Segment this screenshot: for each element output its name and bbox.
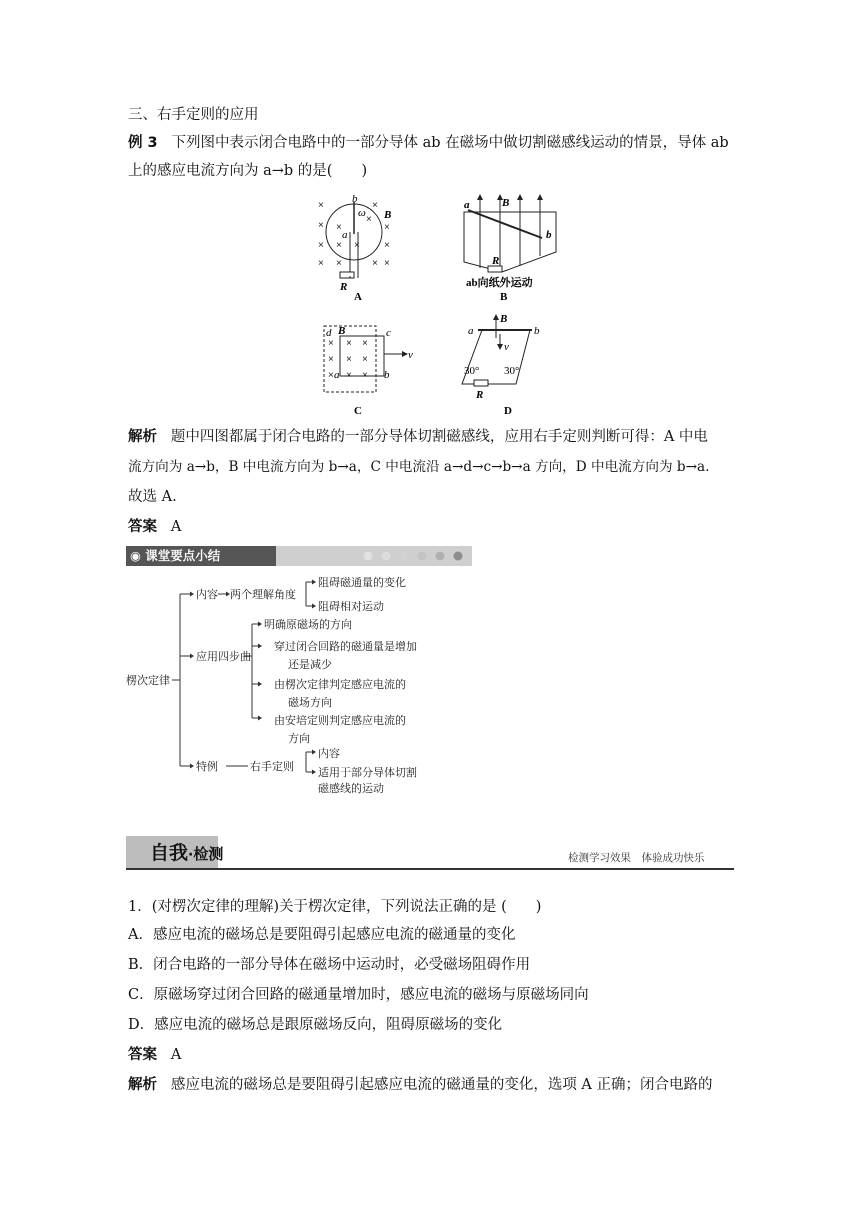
step-2b: 还是减少: [288, 658, 332, 671]
q1-answer-label: 答案: [128, 1047, 157, 1063]
analysis-line-3: 故选 A.: [128, 489, 177, 505]
caption-d: D: [504, 405, 512, 417]
option-b: B．闭合电路的一部分导体在磁场中运动时，必受磁场阻碍作用: [128, 957, 531, 973]
label-b: b: [534, 325, 540, 337]
step-2a: 穿过闭合回路的磁通量是增加: [274, 640, 417, 653]
svg-text:×: ×: [346, 338, 352, 349]
selfcheck-title-main: 自我: [150, 842, 189, 864]
q1-analysis-label: 解析: [128, 1077, 157, 1093]
analysis-label: 解析: [128, 429, 157, 445]
label-b: b: [546, 229, 552, 241]
svg-text:×: ×: [384, 258, 390, 269]
caption-note: ab向纸外运动: [466, 277, 533, 289]
branch3-leaf-3: 磁感线的运动: [318, 782, 384, 795]
svg-text:×: ×: [328, 338, 334, 349]
label-angle-left: 30°: [464, 365, 480, 377]
selfcheck-slogan: 检测学习效果 体验成功快乐: [568, 852, 705, 864]
label-omega: ω: [358, 207, 366, 219]
svg-text:×: ×: [318, 240, 324, 251]
svg-text:×: ×: [346, 370, 352, 381]
caption-c: C: [354, 405, 362, 417]
label-B: B: [338, 325, 346, 337]
answer-value: A: [170, 519, 182, 535]
figure-d: [454, 312, 564, 418]
answer-label: 答案: [128, 519, 157, 535]
selfcheck-title: [150, 840, 223, 868]
analysis-line-2: 流方向为 a→b，B 中电流方向为 b→a，C 中电流沿 a→d→c→b→a 方向，D 中电流方向为 b→a.: [128, 459, 710, 475]
branch3-leaf-2: 适用于部分导体切割: [318, 766, 417, 779]
svg-text:×: ×: [328, 370, 334, 381]
svg-text:×: ×: [372, 200, 378, 211]
example-line-1: [128, 132, 729, 154]
analysis-text-1: 题中四图都属于闭合电路的一部分导体切割磁感线，应用右手定则判断可得：A 中电: [170, 429, 708, 445]
svg-text:×: ×: [362, 370, 368, 381]
option-c: C．原磁场穿过闭合回路的磁通量增加时，感应电流的磁场与原磁场同向: [128, 987, 589, 1003]
label-c: c: [386, 327, 391, 339]
label-b: b: [384, 369, 390, 381]
selfcheck-header: [126, 836, 734, 870]
branch1-leaf-2: 阻碍相对运动: [318, 600, 384, 613]
answer-line: [128, 516, 181, 538]
selfcheck-rule: [126, 868, 734, 870]
analysis-line-1: [128, 426, 708, 448]
svg-text:×: ×: [318, 258, 324, 269]
branch2-label: 应用四步曲: [196, 650, 251, 663]
step-4a: 由安培定则判定感应电流的: [274, 714, 406, 727]
summary-banner: [126, 546, 472, 566]
section-heading: 三、右手定则的应用: [128, 107, 259, 123]
svg-text:×: ×: [384, 222, 390, 233]
svg-text:×: ×: [336, 258, 342, 269]
label-b: b: [352, 193, 358, 205]
q1-answer-line: [128, 1044, 181, 1066]
figure-c: [320, 322, 420, 418]
label-angle-right: 30°: [504, 365, 520, 377]
label-a: a: [342, 229, 348, 241]
branch3-sub: 右手定则: [250, 760, 294, 773]
summary-banner-title: ◉ 课堂要点小结: [126, 546, 276, 566]
label-R: R: [492, 255, 500, 267]
selfcheck-title-sub: 检测: [193, 845, 224, 863]
branch1-sub: 两个理解角度: [230, 588, 296, 601]
q1-analysis-text: 感应电流的磁场总是要阻碍引起感应电流的磁通量的变化，选项 A 正确；闭合电路的: [170, 1077, 713, 1093]
branch3-label: 特例: [196, 760, 218, 773]
svg-text:×: ×: [346, 354, 352, 365]
tree-root: 楞次定律: [126, 674, 170, 687]
label-a: a: [468, 325, 474, 337]
branch1-leaf-1: 阻碍磁通量的变化: [318, 576, 406, 589]
branch1-label: 内容: [196, 588, 218, 601]
figure-b: [456, 192, 566, 304]
branch3-leaf-1: 内容: [318, 747, 340, 760]
label-a: a: [334, 369, 340, 381]
svg-text:×: ×: [384, 240, 390, 251]
svg-text:×: ×: [328, 354, 334, 365]
option-d: D．感应电流的磁场总是跟原磁场反向，阻碍原磁场的变化: [128, 1017, 503, 1033]
step-3a: 由楞次定律判定感应电流的: [274, 678, 406, 691]
svg-text:×: ×: [354, 240, 360, 251]
banner-dots: [352, 550, 472, 562]
figure-a: [312, 192, 412, 302]
selfcheck-title-dot: ·: [188, 847, 194, 863]
step-4b: 方向: [288, 732, 310, 745]
question-stem: 1．(对楞次定律的理解)关于楞次定律，下列说法正确的是 ( ): [128, 899, 542, 915]
label-B: B: [502, 197, 510, 209]
step-3b: 磁场方向: [288, 696, 332, 709]
svg-text:×: ×: [318, 220, 324, 231]
caption-b: B: [500, 291, 508, 303]
label-v: v: [504, 341, 509, 353]
q1-answer-value: A: [170, 1047, 182, 1063]
svg-text:×: ×: [362, 338, 368, 349]
q1-analysis-line: [128, 1074, 713, 1096]
svg-text:×: ×: [372, 258, 378, 269]
label-R: R: [340, 281, 348, 293]
label-B: B: [500, 313, 508, 325]
label-B: B: [384, 209, 392, 221]
example-text-1: 下列图中表示闭合电路中的一部分导体 ab 在磁场中做切割磁感线运动的情景，导体 ab: [171, 135, 729, 151]
svg-text:×: ×: [362, 354, 368, 365]
svg-text:×: ×: [336, 240, 342, 251]
example-label: 例 3: [128, 135, 158, 151]
label-R: R: [476, 389, 484, 401]
caption-a: A: [354, 291, 362, 302]
svg-text:×: ×: [366, 214, 372, 225]
label-d: d: [326, 327, 332, 339]
step-1: 明确原磁场的方向: [264, 618, 352, 631]
svg-text:×: ×: [336, 222, 342, 233]
example-line-2: 上的感应电流方向为 a→b 的是( ): [128, 163, 368, 179]
label-v: v: [408, 349, 413, 361]
option-a: A．感应电流的磁场总是要阻碍引起感应电流的磁通量的变化: [128, 927, 516, 943]
label-a: a: [464, 199, 470, 211]
svg-text:×: ×: [318, 200, 324, 211]
